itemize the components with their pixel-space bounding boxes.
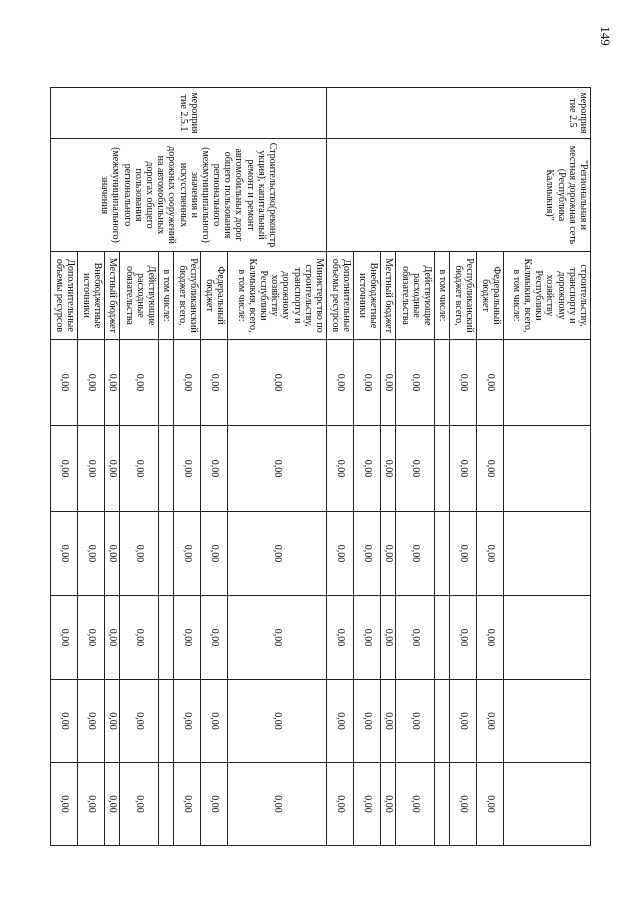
value-cell: 0,00	[228, 340, 327, 426]
value-cell: 0,00	[354, 426, 381, 512]
value-cell: 0,00	[105, 763, 120, 846]
value-cell: 0,00	[51, 680, 78, 763]
table-body	[51, 88, 591, 846]
value-cell: 0,00	[396, 512, 435, 596]
value-cell: 0,00	[354, 763, 381, 846]
table-row	[504, 88, 591, 846]
value-cell: 0,00	[174, 512, 201, 596]
funding-source-cell: Местный бюджет	[381, 252, 396, 340]
value-cell: 0,00	[327, 763, 354, 846]
value-cell: 0,00	[228, 596, 327, 680]
table-row	[228, 88, 327, 846]
value-cell: 0,00	[120, 596, 159, 680]
funding-source-cell: Внебюджетные источники	[78, 252, 105, 340]
funding-source-cell: в том числе:	[435, 252, 450, 340]
budget-table	[50, 87, 591, 846]
value-cell: 0,00	[450, 680, 477, 763]
value-cell	[504, 512, 591, 596]
value-cell: 0,00	[78, 680, 105, 763]
value-cell: 0,00	[450, 512, 477, 596]
value-cell: 0,00	[174, 763, 201, 846]
value-cell: 0,00	[381, 763, 396, 846]
funding-source-cell: Федеральный бюджет	[477, 252, 504, 340]
value-cell	[435, 340, 450, 426]
value-cell	[435, 512, 450, 596]
value-cell: 0,00	[477, 596, 504, 680]
value-cell: 0,00	[51, 426, 78, 512]
value-cell: 0,00	[354, 680, 381, 763]
value-cell	[159, 596, 174, 680]
value-cell: 0,00	[51, 596, 78, 680]
value-cell: 0,00	[381, 340, 396, 426]
funding-source-cell: Министерство по строительству, транспорту и дорожному хозяйству Республики Калмыкия, всего, в том числе:	[228, 252, 327, 340]
value-cell: 0,00	[396, 426, 435, 512]
value-cell: 0,00	[201, 340, 228, 426]
value-cell: 0,00	[327, 680, 354, 763]
value-cell: 0,00	[228, 426, 327, 512]
value-cell: 0,00	[381, 512, 396, 596]
value-cell: 0,00	[327, 512, 354, 596]
value-cell: 0,00	[120, 340, 159, 426]
value-cell: 0,00	[477, 426, 504, 512]
value-cell: 0,00	[120, 680, 159, 763]
value-cell: 0,00	[450, 763, 477, 846]
value-cell: 0,00	[201, 763, 228, 846]
value-cell: 0,00	[477, 680, 504, 763]
value-cell: 0,00	[174, 596, 201, 680]
value-cell: 0,00	[381, 680, 396, 763]
value-cell	[435, 680, 450, 763]
value-cell	[159, 340, 174, 426]
value-cell: 0,00	[201, 596, 228, 680]
value-cell: 0,00	[450, 340, 477, 426]
funding-source-cell: строительству, транспорту и дорожному хозяйству Республики Калмыкия, всего, в том числе:	[504, 252, 591, 340]
value-cell: 0,00	[105, 426, 120, 512]
value-cell: 0,00	[381, 596, 396, 680]
value-cell: 0,00	[228, 512, 327, 596]
value-cell: 0,00	[396, 596, 435, 680]
funding-source-cell: Дополнительные объемы ресурсов	[51, 252, 78, 340]
value-cell: 0,00	[78, 340, 105, 426]
value-cell: 0,00	[228, 680, 327, 763]
value-cell: 0,00	[105, 340, 120, 426]
value-cell: 0,00	[327, 596, 354, 680]
value-cell: 0,00	[477, 340, 504, 426]
funding-source-cell: в том числе:	[159, 252, 174, 340]
page-number: 149	[597, 26, 613, 46]
value-cell: 0,00	[78, 596, 105, 680]
value-cell	[504, 680, 591, 763]
value-cell: 0,00	[201, 512, 228, 596]
value-cell	[435, 763, 450, 846]
value-cell: 0,00	[327, 340, 354, 426]
funding-source-cell: Внебюджетные источники	[354, 252, 381, 340]
value-cell: 0,00	[228, 763, 327, 846]
funding-source-cell: Республиканский бюджет всего,	[450, 252, 477, 340]
value-cell: 0,00	[354, 596, 381, 680]
value-cell: 0,00	[174, 680, 201, 763]
event-name-cell: Строительство(реконструкция), капитальный ремонт и ремонт автомобильных дорог общего пользования регионального (межмуниципального) значения и искусственных дорожных сооружений на автомобильных дорогах общего пользования регионального (межмуниципального) значения	[51, 139, 327, 252]
value-cell	[159, 512, 174, 596]
value-cell	[504, 340, 591, 426]
value-cell: 0,00	[51, 763, 78, 846]
value-cell: 0,00	[477, 763, 504, 846]
value-cell	[159, 763, 174, 846]
funding-source-cell: Федеральный бюджет	[201, 252, 228, 340]
value-cell: 0,00	[450, 426, 477, 512]
budget-table-container	[50, 87, 591, 845]
value-cell	[435, 596, 450, 680]
value-cell: 0,00	[105, 596, 120, 680]
value-cell: 0,00	[78, 763, 105, 846]
value-cell: 0,00	[78, 426, 105, 512]
value-cell: 0,00	[396, 340, 435, 426]
value-cell: 0,00	[450, 596, 477, 680]
value-cell: 0,00	[201, 680, 228, 763]
funding-source-cell: Действующие расходные обязательства	[120, 252, 159, 340]
value-cell: 0,00	[120, 763, 159, 846]
value-cell: 0,00	[51, 340, 78, 426]
value-cell: 0,00	[477, 512, 504, 596]
value-cell: 0,00	[201, 426, 228, 512]
event-cell: мероприятие 2.5.1	[51, 88, 327, 139]
funding-source-cell: Действующие расходные обязательства	[396, 252, 435, 340]
value-cell: 0,00	[396, 680, 435, 763]
value-cell: 0,00	[396, 763, 435, 846]
value-cell	[435, 426, 450, 512]
value-cell: 0,00	[105, 512, 120, 596]
event-cell: мероприятие 2.5	[327, 88, 591, 139]
value-cell: 0,00	[381, 426, 396, 512]
value-cell	[159, 426, 174, 512]
value-cell: 0,00	[105, 680, 120, 763]
funding-source-cell: Республиканский бюджет всего,	[174, 252, 201, 340]
value-cell: 0,00	[78, 512, 105, 596]
value-cell: 0,00	[174, 426, 201, 512]
value-cell	[504, 426, 591, 512]
value-cell	[159, 680, 174, 763]
value-cell: 0,00	[174, 340, 201, 426]
value-cell: 0,00	[51, 512, 78, 596]
value-cell: 0,00	[327, 426, 354, 512]
value-cell: 0,00	[354, 340, 381, 426]
value-cell: 0,00	[120, 512, 159, 596]
value-cell	[504, 763, 591, 846]
value-cell: 0,00	[354, 512, 381, 596]
funding-source-cell: Дополнительные объемы ресурсов	[327, 252, 354, 340]
value-cell: 0,00	[120, 426, 159, 512]
funding-source-cell: Местный бюджет	[105, 252, 120, 340]
event-name-cell: "Региональная и местная дорожная сеть (Республика Калмыкия)"	[327, 139, 591, 252]
value-cell	[504, 596, 591, 680]
